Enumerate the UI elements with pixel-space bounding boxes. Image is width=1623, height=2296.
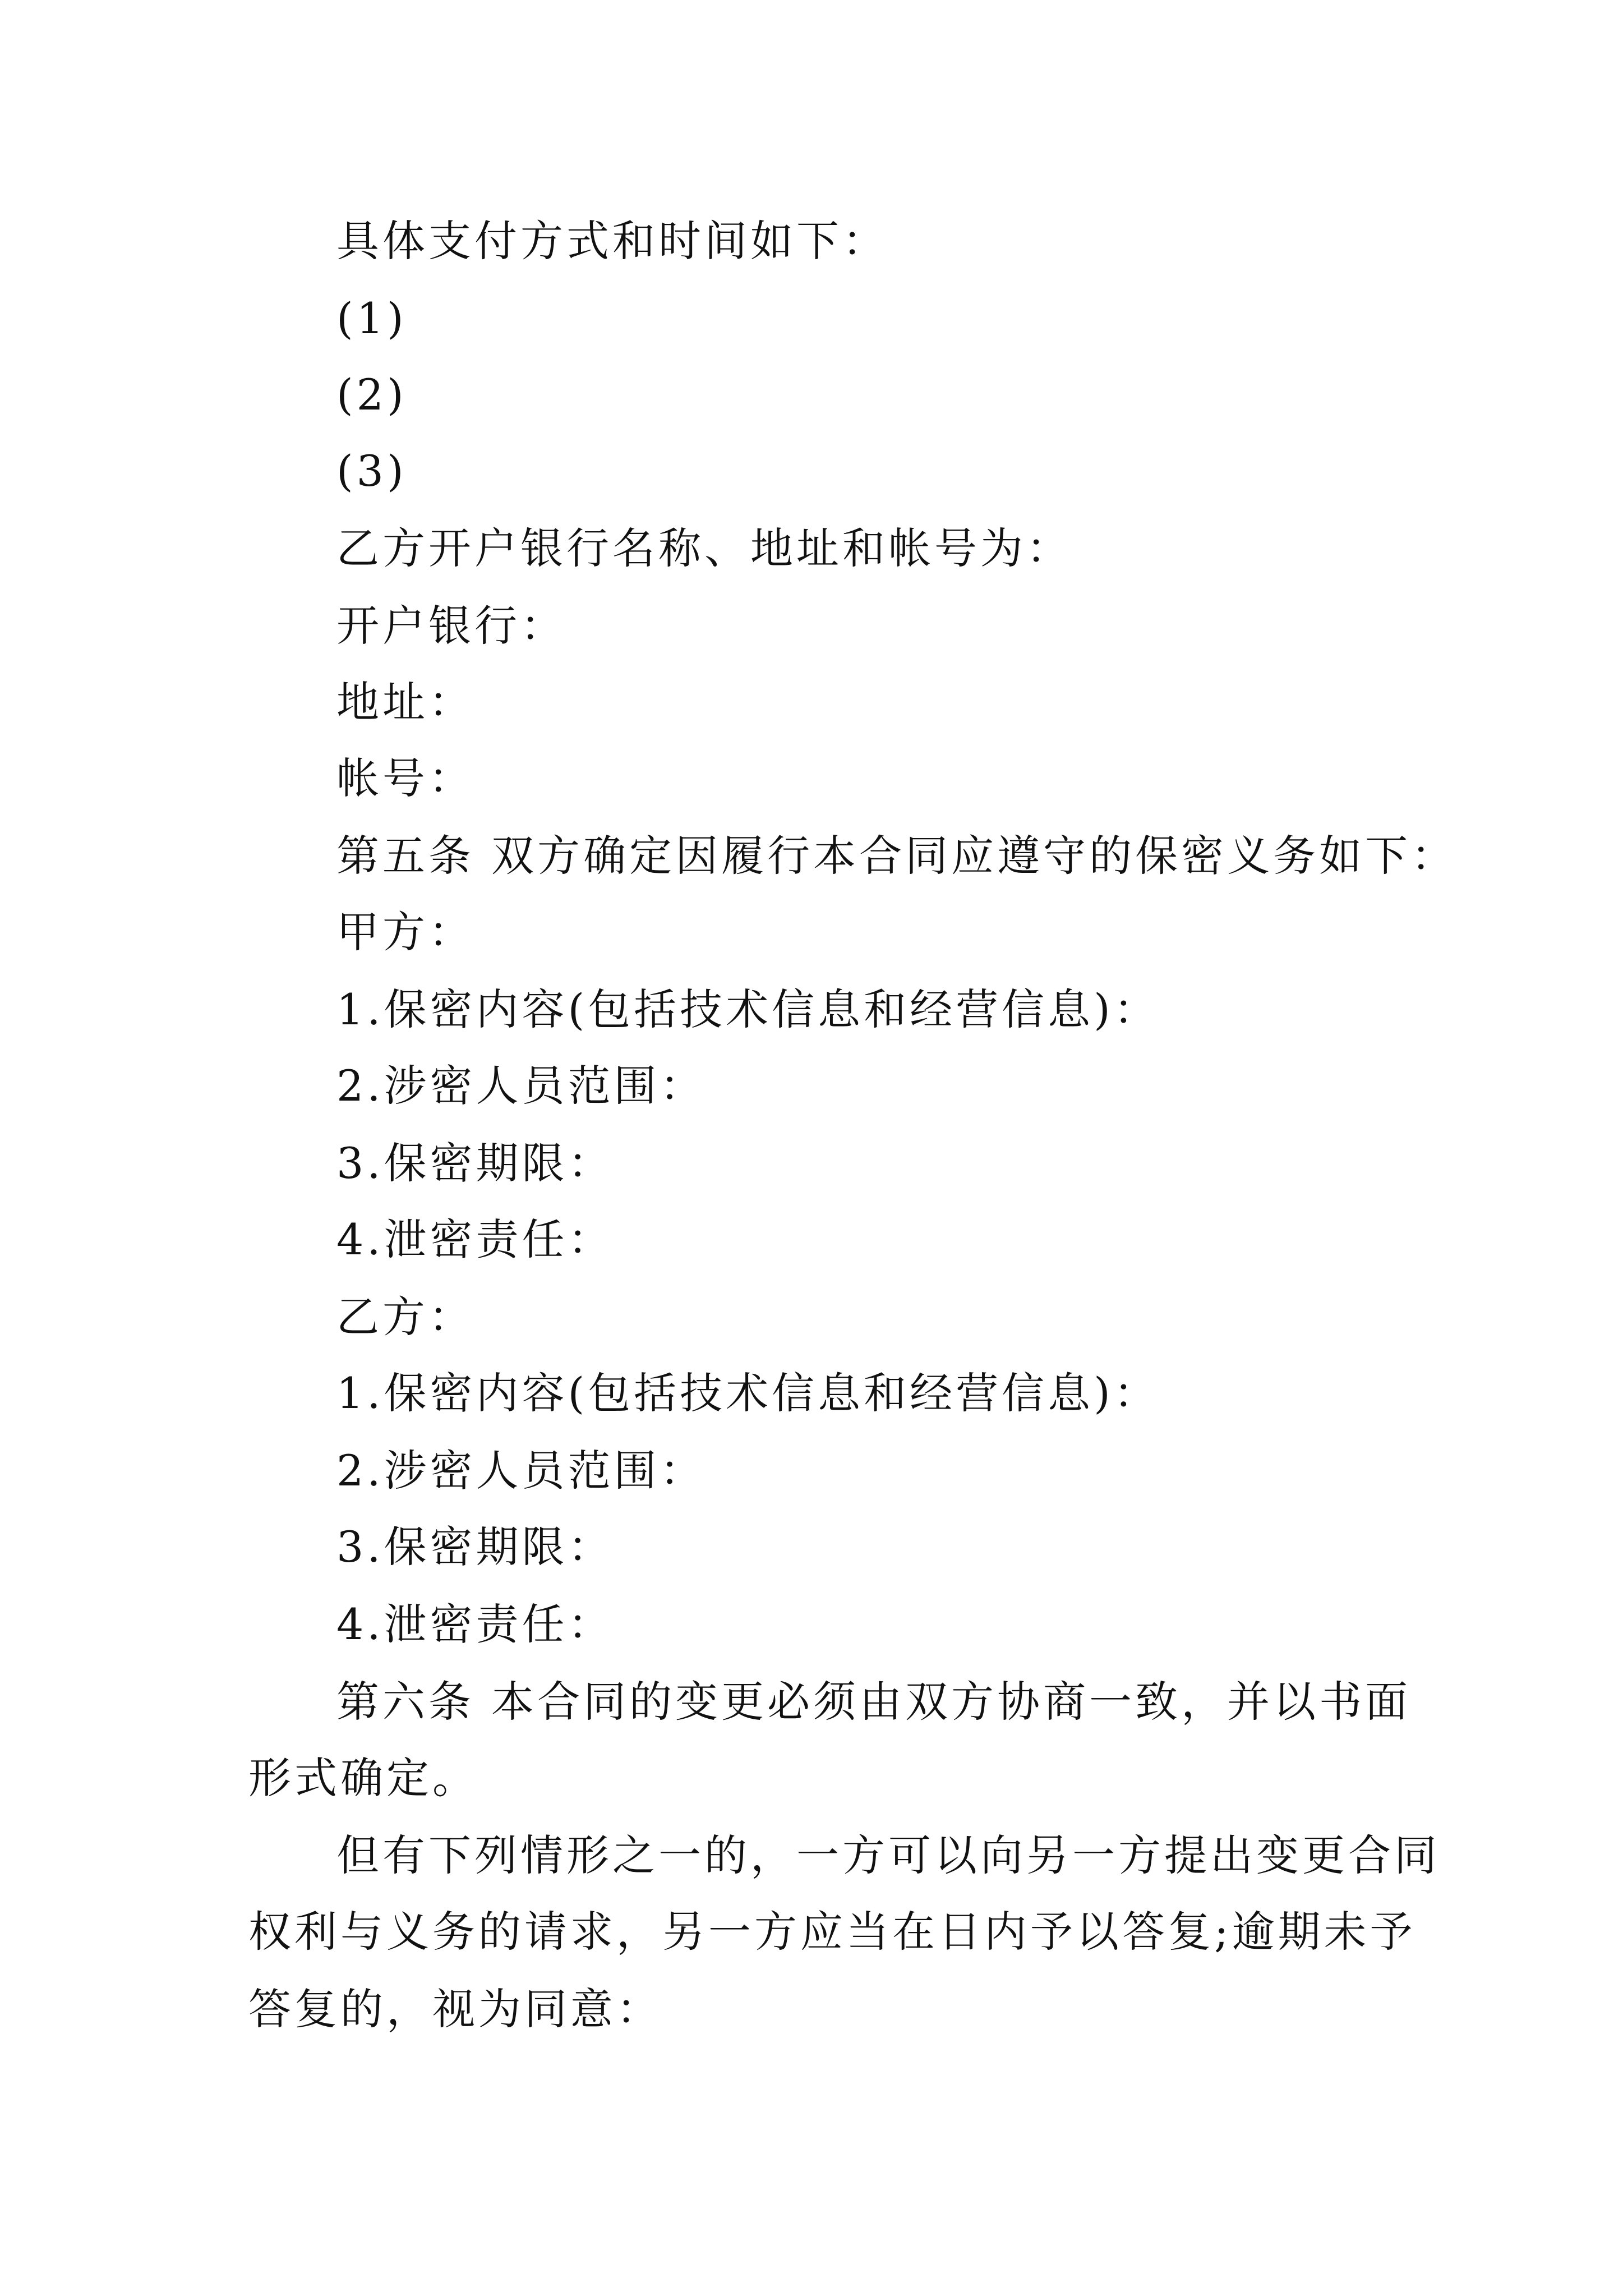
- party-b-label: 乙方：: [336, 1292, 474, 1342]
- party-a-secret-period: 3.保密期限：: [336, 1138, 614, 1188]
- party-a-secret-content: 1.保密内容(包括技术信息和经营信息)：: [336, 984, 1160, 1034]
- party-a-leak-liability: 4.泄密责任：: [336, 1214, 614, 1264]
- party-b-leak-liability: 4.泄密责任：: [336, 1599, 614, 1649]
- payment-item-1: (1): [336, 293, 407, 343]
- change-request-line-2: 权利与义务的请求，另一方应当在日内予以答复;逾期未予: [248, 1907, 1416, 1957]
- payment-method-line: 具体支付方式和时间如下：: [336, 216, 888, 266]
- party-a-label: 甲方：: [336, 907, 474, 957]
- party-b-secret-content: 1.保密内容(包括技术信息和经营信息)：: [336, 1368, 1160, 1418]
- article-6-line-2: 形式确定。: [248, 1753, 478, 1803]
- party-b-secret-period: 3.保密期限：: [336, 1522, 614, 1572]
- party-b-personnel-scope: 2.涉密人员范围：: [336, 1446, 706, 1496]
- payment-item-2: (2): [336, 370, 407, 420]
- article-6-line-1: 第六条 本合同的变更必须由双方协商一致，并以书面: [336, 1677, 1412, 1727]
- payment-item-3: (3): [336, 446, 407, 496]
- bank-address-field: 地址：: [336, 677, 474, 727]
- bank-name-field: 开户银行：: [336, 601, 566, 651]
- party-a-personnel-scope: 2.涉密人员范围：: [336, 1061, 706, 1111]
- change-request-line-3: 答复的，视为同意：: [248, 1984, 662, 2034]
- change-request-line-1: 但有下列情形之一的，一方可以向另一方提出变更合同: [336, 1830, 1440, 1880]
- bank-info-intro: 乙方开户银行名称、地址和帐号为：: [336, 523, 1072, 573]
- bank-account-field: 帐号：: [336, 753, 474, 803]
- article-5-heading: 第五条 双方确定因履行本合同应遵守的保密义务如下：: [336, 831, 1458, 881]
